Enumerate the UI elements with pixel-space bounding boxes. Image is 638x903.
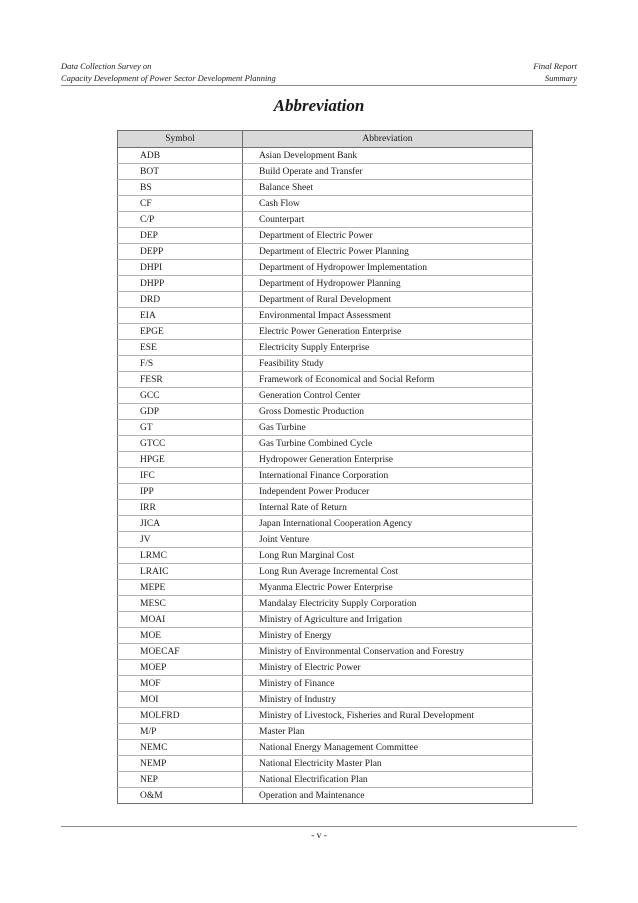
abbreviation-cell: Myanma Electric Power Enterprise [243, 580, 533, 596]
table-row [118, 244, 533, 260]
symbol-cell: MESC [118, 596, 243, 612]
table-row [118, 180, 533, 196]
table-row [118, 612, 533, 628]
footer-divider [61, 826, 577, 827]
symbol-cell: MOEP [118, 660, 243, 676]
abbreviation-cell: Gas Turbine Combined Cycle [243, 436, 533, 452]
symbol-cell: JICA [118, 516, 243, 532]
table-row [118, 452, 533, 468]
symbol-cell: MOF [118, 676, 243, 692]
abbreviation-cell: Framework of Economical and Social Reform [243, 372, 533, 388]
symbol-cell: DHPP [118, 276, 243, 292]
symbol-cell: DHPI [118, 260, 243, 276]
symbol-cell: DEPP [118, 244, 243, 260]
table-row [118, 580, 533, 596]
abbreviation-cell: Long Run Marginal Cost [243, 548, 533, 564]
header-project-title: Capacity Development of Power Sector Development Planning [61, 72, 276, 83]
symbol-cell: ESE [118, 340, 243, 356]
abbreviation-cell: Hydropower Generation Enterprise [243, 452, 533, 468]
symbol-cell: MOAI [118, 612, 243, 628]
symbol-cell: CF [118, 196, 243, 212]
symbol-cell: LRMC [118, 548, 243, 564]
abbreviation-cell: Internal Rate of Return [243, 500, 533, 516]
abbreviation-cell: Electric Power Generation Enterprise [243, 324, 533, 340]
table-row [118, 628, 533, 644]
table-row [118, 708, 533, 724]
abbreviation-cell: Build Operate and Transfer [243, 164, 533, 180]
header-left [61, 61, 276, 84]
page-title: Abbreviation [273, 96, 365, 115]
table-row [118, 516, 533, 532]
table-row [118, 436, 533, 452]
symbol-cell: GCC [118, 388, 243, 404]
table-row [118, 724, 533, 740]
abbreviation-cell: Ministry of Environmental Conservation and Forestry [243, 644, 533, 660]
symbol-cell: MOE [118, 628, 243, 644]
symbol-cell: GT [118, 420, 243, 436]
abbreviation-cell: Joint Venture [243, 532, 533, 548]
table-row [118, 468, 533, 484]
abbreviation-cell: Ministry of Finance [243, 676, 533, 692]
abbreviation-cell: International Finance Corporation [243, 468, 533, 484]
symbol-cell: LRAIC [118, 564, 243, 580]
symbol-cell: MOECAF [118, 644, 243, 660]
table-row [118, 164, 533, 180]
table-row [118, 740, 533, 756]
symbol-cell: JV [118, 532, 243, 548]
abbreviation-cell: Counterpart [243, 212, 533, 228]
symbol-cell: NEP [118, 772, 243, 788]
abbreviation-cell: Department of Rural Development [243, 292, 533, 308]
table-header-row [118, 131, 533, 148]
abbreviation-cell: Gross Domestic Production [243, 404, 533, 420]
abbreviation-cell: Mandalay Electricity Supply Corporation [243, 596, 533, 612]
abbreviation-cell: Feasibility Study [243, 356, 533, 372]
abbreviation-cell: Department of Hydropower Planning [243, 276, 533, 292]
column-header-symbol: Symbol [118, 131, 243, 148]
symbol-cell: BS [118, 180, 243, 196]
header-section: Summary [544, 72, 577, 83]
table-row [118, 564, 533, 580]
symbol-cell: M/P [118, 724, 243, 740]
symbol-cell: FESR [118, 372, 243, 388]
abbreviation-cell: National Energy Management Committee [243, 740, 533, 756]
symbol-cell: EIA [118, 308, 243, 324]
table-row [118, 260, 533, 276]
table-row [118, 548, 533, 564]
symbol-cell: GTCC [118, 436, 243, 452]
symbol-cell: MOI [118, 692, 243, 708]
symbol-cell: IFC [118, 468, 243, 484]
abbreviation-cell: Master Plan [243, 724, 533, 740]
abbreviation-cell: Environmental Impact Assessment [243, 308, 533, 324]
abbreviation-cell: Operation and Maintenance [243, 788, 533, 804]
abbreviation-table [117, 130, 533, 804]
table-row [118, 324, 533, 340]
abbreviation-cell: Ministry of Livestock, Fisheries and Rural Development [243, 708, 533, 724]
page-number: - v - [311, 831, 327, 841]
table-row [118, 196, 533, 212]
table-row [118, 596, 533, 612]
table-row [118, 148, 533, 164]
header-report-type: Final Report [533, 61, 577, 71]
abbreviation-cell: Long Run Average Incremental Cost [243, 564, 533, 580]
symbol-cell: C/P [118, 212, 243, 228]
abbreviation-cell: Electricity Supply Enterprise [243, 340, 533, 356]
table-body [118, 148, 533, 804]
table-row [118, 772, 533, 788]
symbol-cell: IPP [118, 484, 243, 500]
table-row [118, 372, 533, 388]
table-row [118, 484, 533, 500]
abbreviation-cell: Cash Flow [243, 196, 533, 212]
abbreviation-cell: Asian Development Bank [243, 148, 533, 164]
abbreviation-cell: National Electrification Plan [243, 772, 533, 788]
abbreviation-cell: Ministry of Agriculture and Irrigation [243, 612, 533, 628]
symbol-cell: DEP [118, 228, 243, 244]
abbreviation-cell: Ministry of Industry [243, 692, 533, 708]
abbreviation-cell: Department of Electric Power Planning [243, 244, 533, 260]
abbreviation-cell: Japan International Cooperation Agency [243, 516, 533, 532]
symbol-cell: HPGE [118, 452, 243, 468]
table-row [118, 228, 533, 244]
abbreviation-cell: Gas Turbine [243, 420, 533, 436]
table-row [118, 692, 533, 708]
table-row [118, 356, 533, 372]
symbol-cell: ADB [118, 148, 243, 164]
symbol-cell: EPGE [118, 324, 243, 340]
table-row [118, 340, 533, 356]
table-row [118, 756, 533, 772]
abbreviation-cell: Independent Power Producer [243, 484, 533, 500]
table-row [118, 500, 533, 516]
abbreviation-cell: Balance Sheet [243, 180, 533, 196]
abbreviation-cell: Ministry of Electric Power [243, 660, 533, 676]
symbol-cell: DRD [118, 292, 243, 308]
abbreviation-cell: Ministry of Energy [243, 628, 533, 644]
abbreviation-cell: Department of Hydropower Implementation [243, 260, 533, 276]
table-row [118, 660, 533, 676]
table-row [118, 276, 533, 292]
table-row [118, 644, 533, 660]
symbol-cell: F/S [118, 356, 243, 372]
symbol-cell: NEMP [118, 756, 243, 772]
header-right [533, 61, 577, 84]
symbol-cell: O&M [118, 788, 243, 804]
symbol-cell: NEMC [118, 740, 243, 756]
symbol-cell: MOLFRD [118, 708, 243, 724]
table-row [118, 788, 533, 804]
table-row [118, 404, 533, 420]
header-divider [61, 85, 577, 86]
header-survey-title: Data Collection Survey on [61, 61, 152, 71]
abbreviation-cell: National Electricity Master Plan [243, 756, 533, 772]
symbol-cell: MEPE [118, 580, 243, 596]
table-row [118, 388, 533, 404]
table-row [118, 212, 533, 228]
symbol-cell: BOT [118, 164, 243, 180]
column-header-abbreviation: Abbreviation [243, 131, 533, 148]
symbol-cell: IRR [118, 500, 243, 516]
table-row [118, 308, 533, 324]
table-row [118, 676, 533, 692]
abbreviation-cell: Generation Control Center [243, 388, 533, 404]
abbreviation-cell: Department of Electric Power [243, 228, 533, 244]
table-row [118, 532, 533, 548]
table-row [118, 292, 533, 308]
symbol-cell: GDP [118, 404, 243, 420]
table-row [118, 420, 533, 436]
